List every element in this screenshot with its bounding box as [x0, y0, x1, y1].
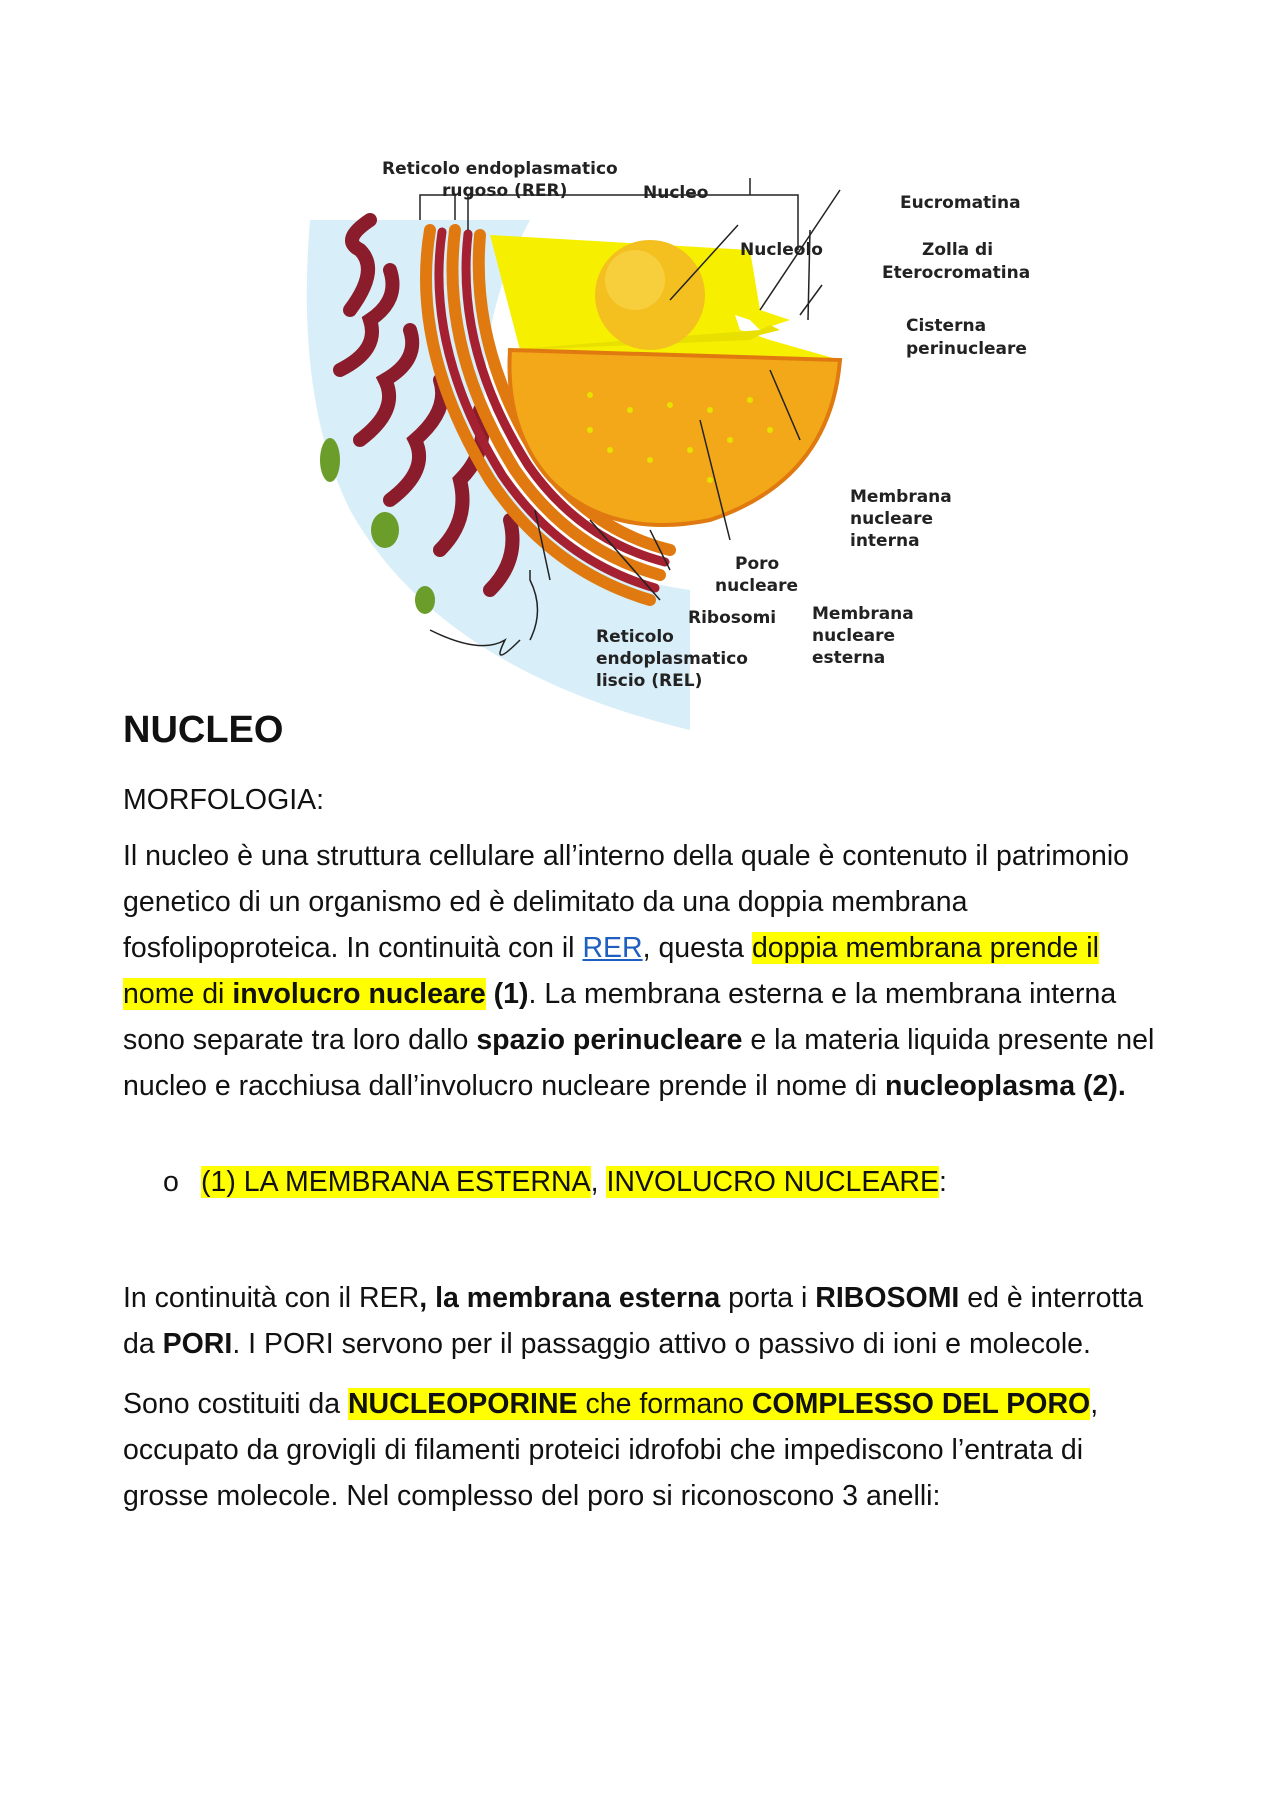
label-rel-2: endoplasmatico: [596, 649, 748, 669]
label-zolla-2: Eterocromatina: [882, 263, 1031, 283]
text-span: porta i: [720, 1282, 816, 1314]
text-span: :: [939, 1166, 947, 1198]
nucleus-diagram: [290, 150, 1070, 740]
label-nucleo: Nucleo: [643, 183, 709, 203]
label-cisterna-2: perinucleare: [906, 339, 1027, 359]
label-zolla: Zolla di: [922, 240, 994, 260]
nucleus-illustration: [290, 150, 1070, 740]
text-span: doppia membrana prende il nome di: [123, 932, 1099, 1010]
text-span: e la materia liquida presente nel nucleo e racchiusa dall’involucro nucleare prende il nome di: [123, 1024, 1155, 1102]
bold-term: involucro nucleare: [232, 978, 486, 1010]
paragraph-morfologia: [123, 833, 1163, 1109]
bold-term: (1): [493, 978, 529, 1010]
text-span: In continuità con il RER: [123, 1282, 420, 1314]
bold-term: NUCLEOPORINE: [347, 1388, 578, 1420]
text-span: Sono costituiti da: [123, 1388, 348, 1420]
bullet-marker: o: [163, 1166, 179, 1198]
label-ribosomi: Ribosomi: [688, 608, 777, 628]
bold-term: COMPLESSO DEL PORO: [751, 1388, 1091, 1420]
label-mni-2: nucleare: [850, 509, 934, 529]
label-rel-3: liscio (REL): [596, 671, 703, 691]
bold-term: nucleoplasma (2).: [885, 1070, 1126, 1102]
bold-term: , la membrana esterna: [419, 1282, 721, 1314]
label-poro-2: nucleare: [715, 576, 799, 596]
label-mne-3: esterna: [812, 648, 886, 668]
highlight: (1) LA MEMBRANA ESTERNA: [201, 1166, 591, 1198]
label-mne-2: nucleare: [812, 626, 896, 646]
label-mni: Membrana: [850, 487, 952, 507]
text-span: , questa: [642, 932, 752, 964]
document-body: [123, 705, 1163, 1519]
label-mni-3: interna: [850, 531, 920, 551]
text-span: . La membrana esterna e la membrana interna sono separate tra loro dallo: [123, 978, 1117, 1056]
label-mne: Membrana: [812, 604, 914, 624]
text-span: che formano: [577, 1388, 752, 1420]
bullet-text: [201, 1159, 947, 1205]
label-poro: Poro: [735, 554, 780, 574]
page-title: NUCLEO: [123, 709, 284, 751]
label-rel: Reticolo: [596, 627, 674, 647]
label-nucleolo: Nucleolo: [740, 240, 823, 260]
bold-term: spazio perinucleare: [476, 1024, 743, 1056]
text-span: ed è interrotta da: [123, 1282, 1144, 1360]
bold-term: RIBOSOMI: [815, 1282, 960, 1314]
label-eucromatina: Eucromatina: [900, 193, 1021, 213]
section-subtitle: MORFOLOGIA:: [123, 784, 325, 816]
paragraph-nucleoporine: [123, 1381, 1163, 1519]
bullet-item: [123, 1159, 1163, 1205]
rer-link[interactable]: RER: [582, 932, 643, 964]
text-span: . I PORI servono per il passaggio attivo o passivo di ioni e molecole.: [232, 1328, 1091, 1360]
paragraph-ribosomi: [123, 1275, 1163, 1367]
bold-term: PORI: [162, 1328, 233, 1360]
text-span: , occupato da grovigli di filamenti proteici idrofobi che impediscono l’entrata di grosse molecole. Nel complesso del poro si riconoscono 3 anelli:: [123, 1388, 1099, 1512]
text-span: Il nucleo è una struttura cellulare all’interno della quale è contenuto il patrimonio genetico di un organismo ed è delimitato da una doppia membrana fosfolipoproteica. In continuità con il: [123, 840, 1130, 964]
highlight: [348, 1388, 1090, 1420]
label-cisterna: Cisterna: [906, 316, 987, 336]
text-span: ,: [590, 1166, 607, 1198]
label-rer: Reticolo endoplasmatico: [382, 159, 618, 179]
label-rer-2: rugoso (RER): [442, 181, 568, 201]
text-span: [486, 978, 494, 1010]
highlight: INVOLUCRO NUCLEARE: [606, 1166, 940, 1198]
